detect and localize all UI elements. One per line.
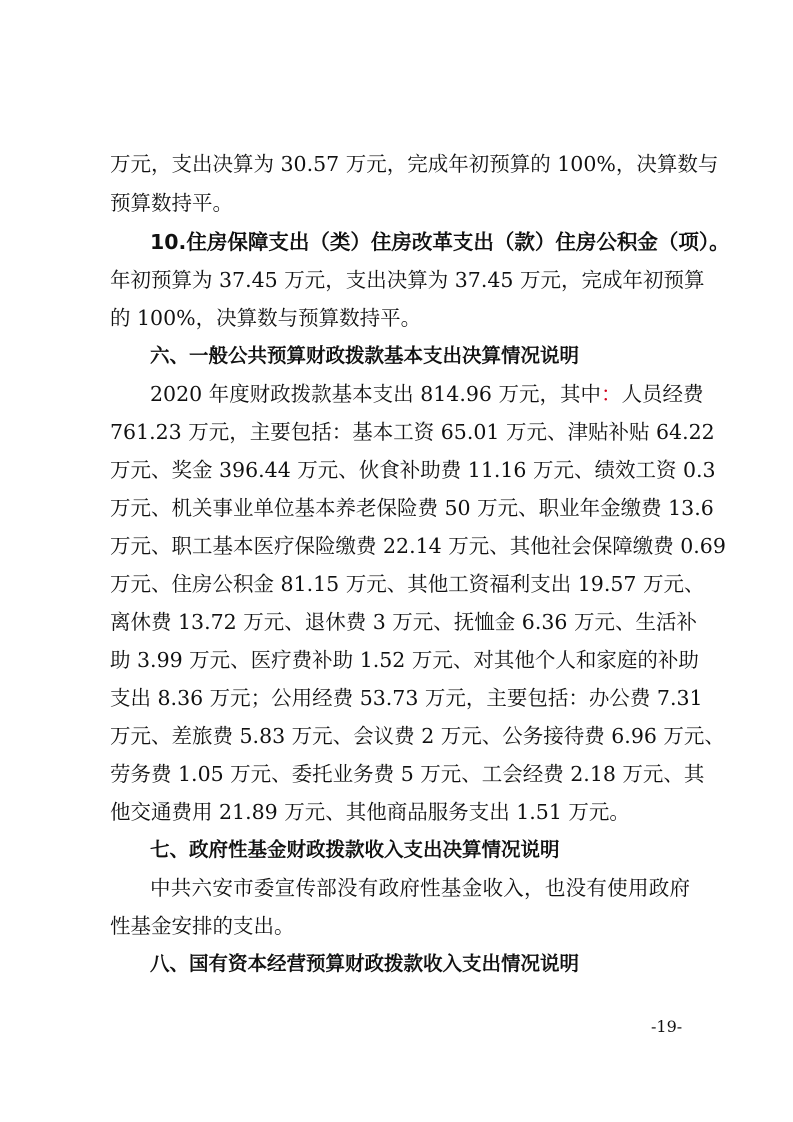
paragraph-line: 支出 8.36 万元；公用经费 53.73 万元，主要包括：办公费 7.31 xyxy=(110,686,703,710)
page-number: -19- xyxy=(651,1017,683,1036)
paragraph-line: 预算数持平。 xyxy=(110,191,233,215)
paragraph-line: 中共六安市委宣传部没有政府性基金收入，也没有使用政府 xyxy=(150,876,690,900)
section-heading: 八、国有资本经营预算财政拨款收入支出情况说明 xyxy=(150,952,580,975)
paragraph-line: 性基金安排的支出。 xyxy=(110,914,295,938)
section-heading: 七、政府性基金财政拨款收入支出决算情况说明 xyxy=(150,838,560,861)
paragraph-line: 离休费 13.72 万元、退休费 3 万元、抚恤金 6.36 万元、生活补 xyxy=(110,610,697,634)
paragraph-line: 的 100%，决算数与预算数持平。 xyxy=(110,306,422,330)
paragraph-line: 761.23 万元，主要包括：基本工资 65.01 万元、津贴补贴 64.22 xyxy=(110,420,715,444)
paragraph-text: 人员经费 xyxy=(621,382,704,406)
paragraph-line xyxy=(150,380,704,408)
paragraph-line: 他交通费用 21.89 万元、其他商品服务支出 1.51 万元。 xyxy=(110,800,630,824)
paragraph-line: 万元，支出决算为 30.57 万元，完成年初预算的 100%，决算数与 xyxy=(110,152,719,176)
section-heading: 六、一般公共预算财政拨款基本支出决算情况说明 xyxy=(150,344,580,367)
highlight-colon: ： xyxy=(600,382,622,406)
paragraph-line: 万元、住房公积金 81.15 万元、其他工资福利支出 19.57 万元、 xyxy=(110,572,705,596)
paragraph-line: 劳务费 1.05 万元、委托业务费 5 万元、工会经费 2.18 万元、其 xyxy=(110,762,705,786)
paragraph-line: 万元、差旅费 5.83 万元、会议费 2 万元、公务接待费 6.96 万元、 xyxy=(110,724,725,748)
paragraph-line: 助 3.99 万元、医疗费补助 1.52 万元、对其他个人和家庭的补助 xyxy=(110,648,699,672)
item-title: 10.住房保障支出（类）住房改革支出（款）住房公积金（项）。 xyxy=(150,230,730,254)
paragraph-line: 万元、奖金 396.44 万元、伙食补助费 11.16 万元、绩效工资 0.3 xyxy=(110,458,716,482)
paragraph-line: 年初预算为 37.45 万元，支出决算为 37.45 万元，完成年初预算 xyxy=(110,268,705,292)
paragraph-text: 2020 年度财政拨款基本支出 814.96 万元，其中 xyxy=(150,382,601,406)
paragraph-line: 万元、职工基本医疗保险缴费 22.14 万元、其他社会保障缴费 0.69 xyxy=(110,534,726,558)
paragraph-line: 万元、机关事业单位基本养老保险费 50 万元、职业年金缴费 13.6 xyxy=(110,496,714,520)
